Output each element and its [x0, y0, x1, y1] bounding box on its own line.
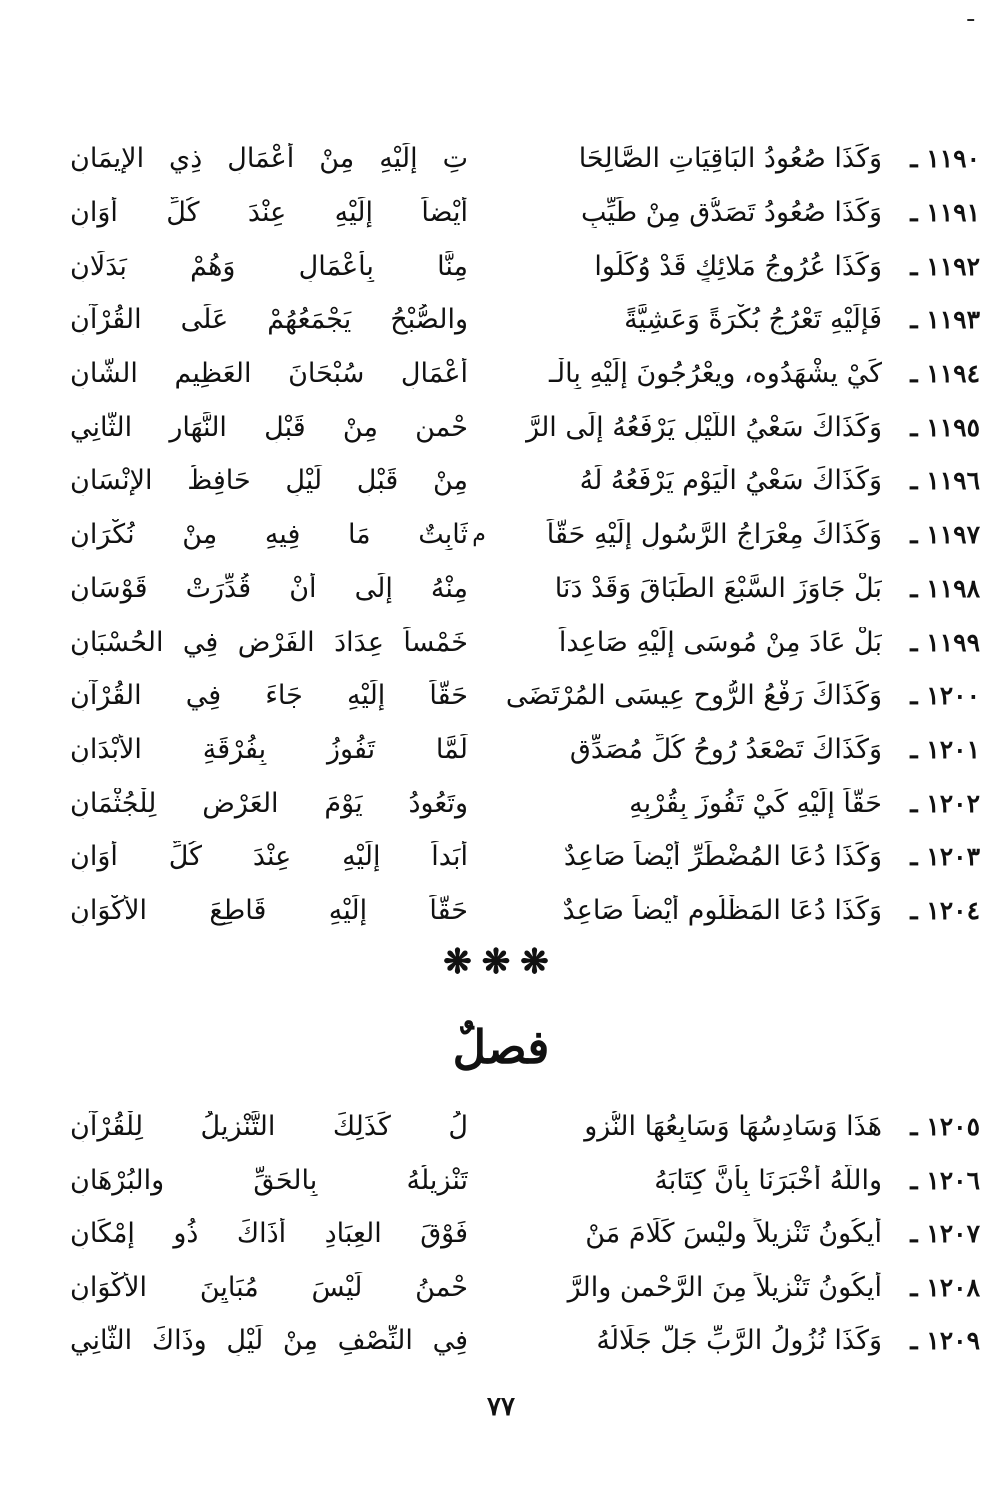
verse-first-hemistich: وَكَذَا عُرُوجُ مَلائِكٍ قَدْ وُكِّلُوا [594, 250, 882, 282]
verse-first-hemistich: وَكَذَا صُعُودُ تَصَدُّقٍ مِنْ طَيِّبٍ [580, 197, 882, 229]
section-title: فصلٌ [452, 1020, 550, 1074]
verse-number: ١١٩٩ ـ [910, 627, 980, 657]
verse-number: ١٢٠٦ ـ [910, 1165, 980, 1195]
verse-row [70, 669, 980, 723]
verse-number: ١١٩٨ ـ [910, 573, 980, 603]
verse-second-hemistich: مِنْهُ إِلَى أَنْ قُدِّرَتْ قَوْسَانِ [70, 572, 468, 604]
verse-row [70, 562, 980, 616]
verse-number: ١٢٠٨ ـ [910, 1272, 980, 1302]
verse-row [70, 239, 980, 293]
verse-first-hemistich: وَكَذَا دُعَا المَظْلُومِ أَيْضاً صَاعِدٌ [562, 894, 882, 926]
verse-number: ١١٩١ ـ [910, 198, 980, 228]
verse-second-hemistich: حَقّاً إِلَيْهِ جَاءَ فِي القُرْآنِ [70, 680, 468, 712]
section-separator: ❋❋❋ [443, 942, 559, 982]
verse-first-hemistich: واللَّهُ أَخْبَرَنَا بِأَنَّ كِتَابَهُ [654, 1164, 882, 1196]
verse-number: ١١٩٦ ـ [910, 466, 980, 496]
verse-first-hemistich: كَيْ يشْهَدُوه، ويعْرُجُونَ إِلَيْهِ بِالْـ [549, 358, 882, 390]
verse-second-hemistich: والصُّبْحُ يَجْمَعُهُمْ عَلَى القُرْآنِ [70, 304, 468, 336]
verse-row [70, 508, 980, 562]
verse-first-hemistich: وَكَذَاكَ سَعْيُ الْيَوْمِ يَرْفَعُهُ لَهُ [579, 465, 882, 497]
verse-mark: م [472, 522, 486, 548]
verse-second-hemistich: مِنْ قَبْلِ لَيْلٍ حَافِظُ الإِنْسَانِ [70, 465, 468, 497]
verse-row [70, 1314, 980, 1368]
verse-second-hemistich: ثَابِتٌ مَا فِيهِ مِنْ نُكْرَانِ [70, 519, 468, 551]
verse-number: ١٢٠٩ ـ [910, 1326, 980, 1356]
verse-second-hemistich: حْمنِ مِنْ قَبْلِ النَّهَارِ الثَّانِي [70, 411, 468, 443]
verse-number: ١٢٠٧ ـ [910, 1219, 980, 1249]
verse-first-hemistich: حَقّاً إِلَيْهِ كَيْ تَفُوزَ بِقُرْبِهِ [629, 787, 882, 819]
verses-block-2 [70, 1100, 980, 1368]
verse-second-hemistich: حْمنُ لَيْسَ مُبَايِنَ الأَكْوَانِ [70, 1271, 468, 1303]
verse-first-hemistich: هَذَا وَسَادِسُهَا وَسَابِعُهَا النُّزو [584, 1111, 882, 1143]
verse-second-hemistich: تَنْزِيلُهُ بِالحَقِّ والبُرْهَانِ [70, 1164, 468, 1196]
verse-second-hemistich: وتَعُودُ يَوْمَ العَرْضِ لِلْجُثْمَانِ [70, 787, 468, 819]
verse-first-hemistich: بَلْ عَادَ مِنْ مُوسَى إِلَيْهِ صَاعِداً [558, 626, 882, 658]
verse-second-hemistich: خَمْساً عِدَادَ الفَرْضِ فِي الحُسْبَانِ [70, 626, 468, 658]
verse-second-hemistich: فِي النِّصْفِ مِنْ لَيْلٍ وذَاكَ الثَّانِي [70, 1325, 468, 1357]
verse-second-hemistich: تِ إِلَيْهِ مِنْ أَعْمَالِ ذِي الإِيمَانِ [70, 143, 468, 175]
verse-row [70, 400, 980, 454]
verse-second-hemistich: حَقّاً إِلَيْهِ قَاطِعَ الأَكْوَانِ [70, 894, 468, 926]
verse-row [70, 1154, 980, 1208]
verse-row [70, 776, 980, 830]
verse-number: ١١٩٢ ـ [910, 251, 980, 281]
verses-block-1 [70, 132, 980, 937]
verse-row [70, 723, 980, 777]
verse-second-hemistich: لُ كَذَلِكَ التَّنْزِيلُ لِلْقُرْآنِ [70, 1111, 468, 1143]
verse-row [70, 1261, 980, 1315]
verse-first-hemistich: وَكَذَا دُعَا المُضْطَرِّ أَيْضاً صَاعِدٌ [563, 841, 882, 873]
verse-first-hemistich: فَإِلَيْهِ تَعْرُجُ بُكْرَةً وَعَشِيَّةً [624, 304, 882, 336]
verse-number: ١٢٠٥ ـ [910, 1112, 980, 1142]
page-number: ٧٧ [487, 1392, 515, 1422]
verse-first-hemistich: وَكَذَاكَ مِعْرَاجُ الرَّسُولِ إِلَيْهِ حَقّاً [546, 519, 882, 551]
verse-first-hemistich: وَكَذَا صُعُودُ البَاقِيَاتِ الصَّالِحَا [578, 143, 882, 175]
verse-number: ١١٩٥ ـ [910, 412, 980, 442]
verse-number: ١٢٠٢ ـ [910, 788, 980, 818]
verse-row [70, 615, 980, 669]
verse-row [70, 132, 980, 186]
verse-second-hemistich: مِنَّا بِأَعْمَالٍ وَهُمْ بَدَلَانِ [70, 250, 468, 282]
verse-number: ١٢٠٣ ـ [910, 842, 980, 872]
verse-row [70, 830, 980, 884]
verse-number: ١١٩٠ ـ [910, 144, 980, 174]
verse-number: ١٢٠٠ ـ [910, 681, 980, 711]
verse-number: ١٢٠١ ـ [910, 734, 980, 764]
verse-row [70, 454, 980, 508]
verse-number: ١١٩٤ ـ [910, 359, 980, 389]
verse-row [70, 884, 980, 938]
verse-row [70, 1207, 980, 1261]
verse-first-hemistich: وَكَذَاكَ سَعْيُ اللَّيْلِ يَرْفَعُهُ إِلَى الرَّ [526, 411, 882, 443]
verse-row [70, 186, 980, 240]
verse-number: ١١٩٧ ـ [910, 520, 980, 550]
verse-first-hemistich: وَكَذَاكَ رَفْعُ الرُّوحِ عِيسَى المُرْتَضَى [505, 680, 882, 712]
verse-second-hemistich: لَمَّا تَفُوزُ بِفُرْقَةِ الأَبْدَانِ [70, 733, 468, 765]
verse-row [70, 293, 980, 347]
verse-row [70, 347, 980, 401]
verse-second-hemistich: أَعْمَالِ سُبْحَانَ العَظِيمِ الشَّانِ [70, 358, 468, 390]
verse-first-hemistich: بَلْ جَاوَزَ السَّبْعَ الطِّبَاقَ وَقَدْ دَنَا [554, 572, 882, 604]
verse-row [70, 1100, 980, 1154]
verse-second-hemistich: أَبَداً إِلَيْهِ عِنْدَ كُلِّ أَوَانِ [70, 841, 468, 873]
verse-first-hemistich: وَكَذَاكَ تَصْعَدُ رُوحُ كُلِّ مُصَدِّقٍ [569, 733, 882, 765]
corner-mark: ـ [967, 2, 974, 27]
verse-number: ١٢٠٤ ـ [910, 895, 980, 925]
verse-first-hemistich: وَكَذَا نُزُولُ الرَّبِّ جَلَّ جَلَالُهُ [596, 1325, 882, 1357]
verse-second-hemistich: أَيْضاً إِلَيْهِ عِنْدَ كُلِّ أَوَانِ [70, 197, 468, 229]
verse-second-hemistich: فَوْقَ العِبَادِ أَذَاكَ ذُو إِمْكَانِ [70, 1218, 468, 1250]
verse-number: ١١٩٣ ـ [910, 305, 980, 335]
verse-first-hemistich: أَيكُونُ تَنْزِيلاً مِنَ الرَّحْمنِ والرَّ [567, 1271, 882, 1303]
verse-first-hemistich: أَيكُونُ تَنْزِيلاً وليْسَ كَلَامَ مَنْ [585, 1218, 882, 1250]
